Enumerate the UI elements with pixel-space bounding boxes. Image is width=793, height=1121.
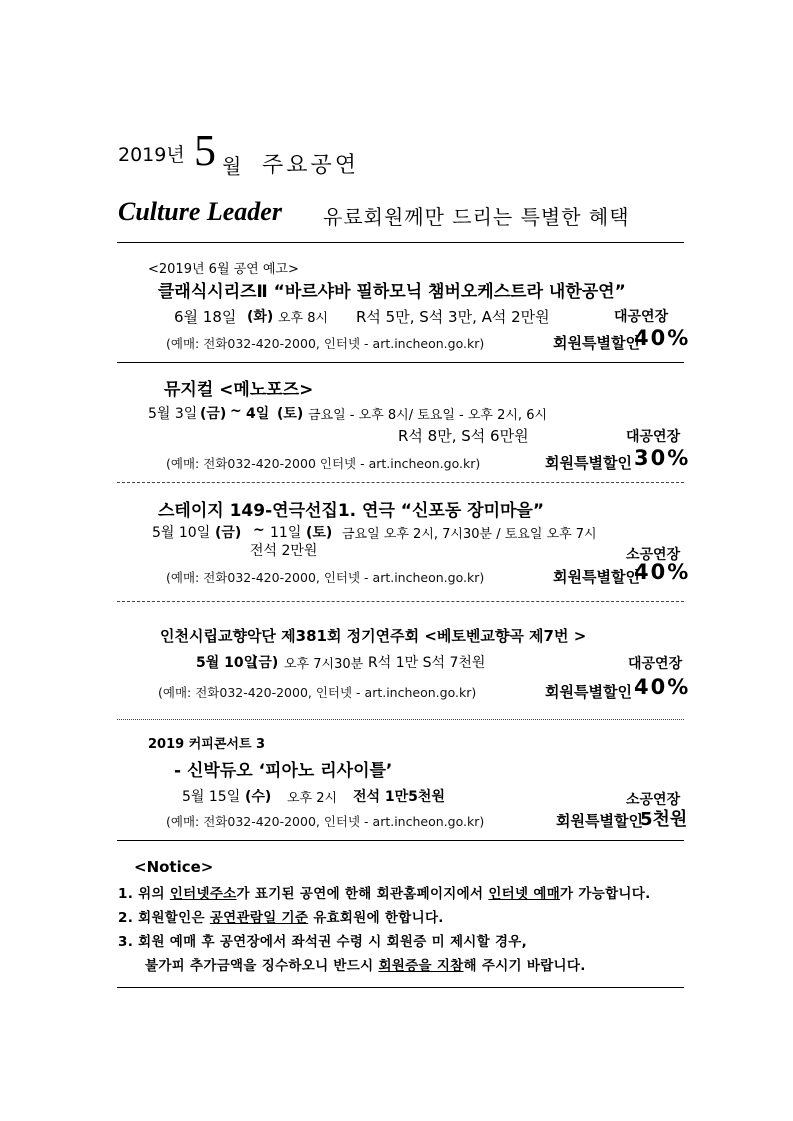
notice-line-2: [118, 906, 444, 926]
notice-title: <Notice>: [134, 858, 214, 876]
event5-discount-value: 5천원: [640, 809, 688, 830]
event3-time: 금요일 오후 2시, 7시30분 / 토요일 오후 7시: [342, 527, 597, 542]
event4-date: 5월 10일: [196, 655, 258, 671]
event2-discount-value: 30%: [634, 446, 691, 470]
event4-discount-label: 회원특별할인: [545, 683, 632, 701]
notice-1-underline-1: 인터넷주소: [169, 886, 237, 902]
event5-venue: 소공연장: [626, 792, 681, 808]
notice-1-text-a: 1. 위의: [118, 886, 170, 902]
notice-4-text-b: 해 주시기 바랍니다.: [463, 958, 586, 974]
event3-price: 전석 2만원: [250, 543, 318, 559]
event3-day-end: (토): [306, 525, 333, 541]
event4-venue: 대공연장: [628, 656, 683, 672]
event3-discount-value: 40%: [634, 560, 691, 584]
notice-1-text-b: 가 표기된 공연에 한해 회관홈페이지에서: [236, 886, 489, 902]
event5-series: 2019 커피콘서트 3: [148, 737, 266, 752]
year-label: 2019년: [118, 144, 185, 166]
event2-day-start: (금): [200, 406, 227, 422]
event3-discount-label: 회원특별할인: [553, 568, 640, 586]
notice-2-text-b: 유효회원에 한합니다.: [308, 910, 444, 926]
event2-day-end: (토): [277, 406, 304, 422]
event5-title: - 신박듀오 ‘피아노 리사이틀’: [174, 761, 393, 781]
event1-title: 클래식시리즈Ⅱ “바르샤바 필하모닉 챔버오케스트라 내한공연”: [158, 282, 626, 302]
notice-2-text-a: 2. 회원할인은: [118, 910, 210, 926]
event1-discount-label: 회원특별할인: [553, 334, 640, 352]
event4-discount-value: 40%: [634, 675, 691, 699]
event2-date-start: 5월 3일: [148, 406, 198, 422]
notice-1-text-c: 가 가능합니다.: [560, 886, 651, 902]
event4-price: R석 1만 S석 7천원: [368, 655, 486, 671]
notice-4-underline-1: 회원증을 지참: [378, 958, 464, 974]
event3-day-start: (금): [215, 525, 242, 541]
brand-subtitle: 유료회원께만 드리는 특별한 혜택: [323, 205, 630, 229]
header-divider: [117, 242, 684, 243]
event5-day: (수): [245, 789, 272, 805]
event2-price: R석 8만, S석 6만원: [398, 427, 529, 445]
event5-time: 오후 2시: [287, 791, 338, 806]
event2-title: 뮤지컬 <메노포즈>: [164, 380, 314, 400]
notice-line-4: [145, 954, 586, 974]
event1-preview-label: <2019년 6월 공연 예고>: [148, 262, 299, 277]
event3-date-sep: ~: [253, 522, 265, 538]
divider-2: [117, 482, 684, 483]
divider-5: [117, 840, 684, 841]
month-number: 5: [194, 126, 216, 175]
event2-venue: 대공연장: [626, 429, 681, 445]
event4-time: 오후 7시30분: [284, 657, 364, 672]
month-suffix: 월: [222, 154, 242, 178]
event1-date: 6월 18일: [174, 308, 237, 326]
notice-line-3: 3. 회원 예매 후 공연장에서 좌석권 수령 시 회원증 미 제시할 경우,: [118, 934, 528, 950]
notice-1-underline-2: 인터넷 예매: [488, 886, 561, 902]
event1-venue: 대공연장: [614, 309, 669, 325]
event2-date-sep: ~: [230, 403, 242, 419]
event5-discount-label: 회원특별할인: [556, 812, 643, 830]
event2-time: 금요일 - 오후 8시/ 토요일 - 오후 2시, 6시: [308, 408, 548, 423]
event2-discount-label: 회원특별할인: [545, 454, 632, 472]
divider-3: [117, 601, 684, 602]
event5-date: 5월 15일: [182, 789, 241, 805]
event1-discount-value: 40%: [634, 326, 691, 350]
divider-1: [117, 362, 684, 363]
event5-booking: (예매: 전화032-420-2000, 인터넷 - art.incheon.go.kr): [166, 814, 485, 829]
notice-2-underline-1: 공연관람일 기준: [209, 910, 309, 926]
notice-line-1: [118, 882, 651, 902]
event5-price: 전석 1만5천원: [353, 789, 445, 805]
event1-price: R석 5만, S석 3만, A석 2만원: [356, 308, 550, 326]
event3-booking: (예매: 전화032-420-2000, 인터넷 - art.incheon.go.kr): [166, 570, 485, 585]
event3-venue: 소공연장: [626, 547, 681, 563]
notice-4-text-a: 불가피 추가금액을 징수하오니 반드시: [145, 958, 379, 974]
event4-title: 인천시립교향악단 제381회 정기연주회 <베토벤교향곡 제7번 >: [160, 627, 587, 645]
event1-booking: (예매: 전화032-420-2000, 인터넷 - art.incheon.go.kr): [166, 336, 485, 351]
event3-date-end: 11일: [270, 525, 302, 541]
event2-date-end: 4일: [246, 406, 270, 422]
footer-divider: [117, 987, 684, 988]
event1-day: (화): [247, 309, 274, 325]
event3-date-start: 5월 10일: [152, 525, 211, 541]
event1-time: 오후 8시: [278, 311, 329, 326]
event4-day: (금): [252, 655, 279, 671]
event3-title: 스테이지 149-연극선집1. 연극 “신포동 장미마을”: [158, 501, 545, 521]
divider-4: [117, 719, 684, 720]
event2-booking: (예매: 전화032-420-2000 인터넷 - art.incheon.go.kr): [166, 456, 481, 471]
brand-title: Culture Leader: [118, 197, 282, 226]
event4-booking: (예매: 전화032-420-2000, 인터넷 - art.incheon.go.kr): [158, 685, 477, 700]
page-title: 주요공연: [262, 153, 360, 178]
